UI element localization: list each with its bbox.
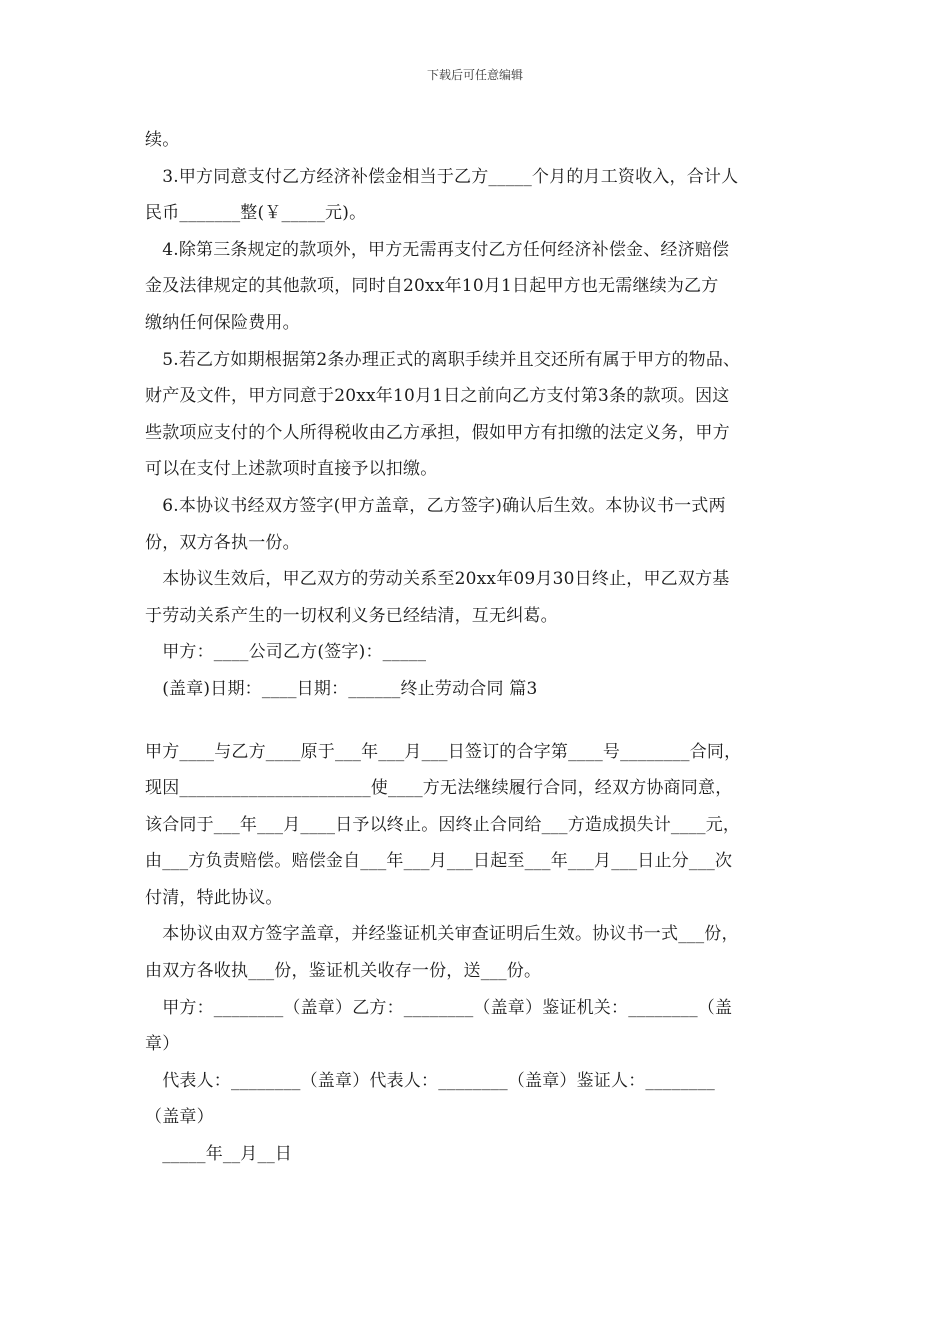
- text-line: 金及法律规定的其他款项，同时自20xx年10月1日起甲方也无需继续为乙方: [145, 276, 719, 297]
- text-line: 可以在支付上述款项时直接予以扣缴。: [145, 459, 438, 480]
- text-line: 4.除第三条规定的款项外，甲方无需再支付乙方任何经济补偿金、经济赔偿: [145, 239, 730, 260]
- text-line: 本协议由双方签字盖章，并经鉴证机关审查证明后生效。协议书一式___份，: [145, 924, 739, 945]
- representative-line: 代表人：________（盖章）代表人：________（盖章）鉴证人：________: [145, 1070, 715, 1091]
- page-header: 下载后可任意编辑: [426, 68, 523, 82]
- text-line: 由双方各收执___份，鉴证机关收存一份，送___份。: [145, 961, 542, 982]
- section-contract-termination-3: [145, 734, 810, 1173]
- text-line: 些款项应支付的个人所得税收由乙方承担，假如甲方有扣缴的法定义务，甲方: [145, 422, 730, 443]
- text-line: 本协议生效后，甲乙双方的劳动关系至20xx年09月30日终止，甲乙双方基: [145, 569, 730, 590]
- text-line: 财产及文件，甲方同意于20xx年10月1日之前向乙方支付第3条的款项。因这: [145, 386, 730, 407]
- text-line: 由___方负责赔偿。赔偿金自___年___月___日起至___年___月___日止分___次: [145, 851, 733, 872]
- signature-line: 章）: [145, 1034, 180, 1055]
- text-line: 于劳动关系产生的一切权利义务已经结清，互无纠葛。: [145, 605, 558, 626]
- date-line: _____年__月__日: [145, 1144, 293, 1165]
- signature-line: 甲方：________（盖章）乙方：________（盖章）鉴证机关：________（盖: [145, 997, 733, 1018]
- text-line: 续。: [145, 130, 180, 150]
- signature-line: 甲方：____公司乙方(签字)：_____: [145, 642, 427, 663]
- section-termination-agreement: [145, 122, 810, 708]
- text-line: 5.若乙方如期根据第2条办理正式的离职手续并且交还所有属于甲方的物品、: [145, 349, 741, 370]
- document-body: [145, 122, 810, 1173]
- representative-line: （盖章）: [145, 1107, 214, 1128]
- text-line: 份，双方各执一份。: [145, 532, 300, 553]
- text-line: 6.本协议书经双方签字(甲方盖章，乙方签字)确认后生效。本协议书一式两: [145, 495, 726, 516]
- text-line: 民币_______整(￥_____元)。: [145, 203, 367, 224]
- text-line: 付清，特此协议。: [145, 887, 283, 908]
- text-line: 甲方____与乙方____原于___年___月___日签订的合字第____号________合同，: [145, 741, 742, 762]
- section-spacer: [145, 708, 810, 734]
- text-line: 缴纳任何保险费用。: [145, 312, 300, 333]
- text-line: 该合同于___年___月____日予以终止。因终止合同给___方造成损失计____元，: [145, 814, 741, 835]
- date-line: (盖章)日期：____日期：______终止劳动合同 篇3: [145, 678, 538, 699]
- text-line: 3.甲方同意支付乙方经济补偿金相当于乙方_____个月的月工资收入，合计人: [145, 166, 739, 187]
- text-line: 现因______________________使____方无法继续履行合同，经双方协商同意，: [145, 778, 733, 799]
